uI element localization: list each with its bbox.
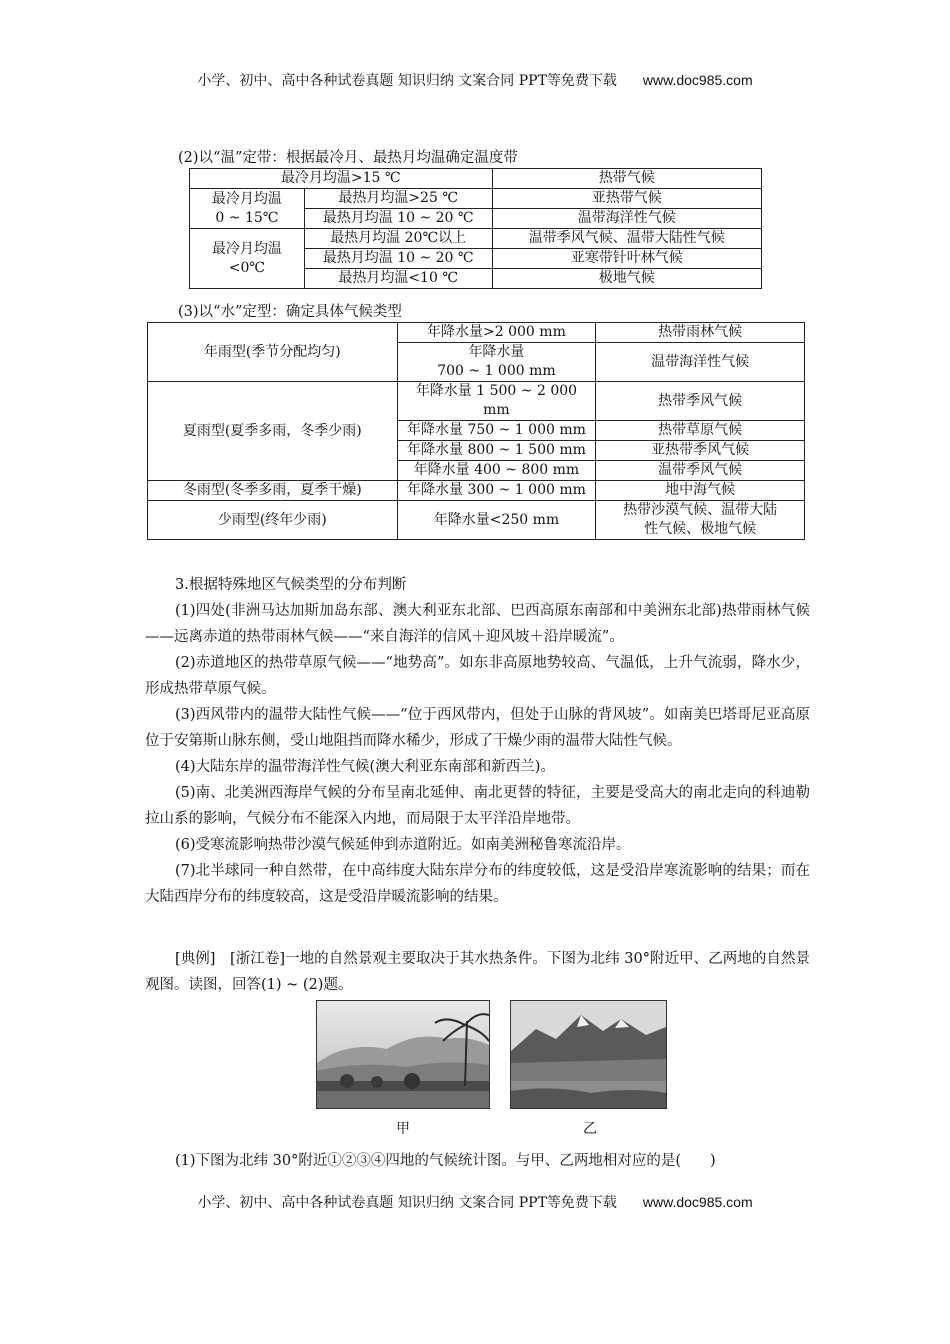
photo-label-b: 乙 <box>583 1121 597 1137</box>
table-cell: 温带海洋性气候 <box>596 343 805 382</box>
cell-line: 热带沙漠气候、温带大陆 <box>623 502 778 518</box>
section3-caption: (3)以“水”定型：确定具体气候类型 <box>178 304 402 320</box>
table-cell: 地中海气候 <box>596 481 805 501</box>
example-paragraph: [典例] [浙江卷]一地的自然景观主要取决于其水热条件。下图为北纬 30°附近甲、乙两地的自然景观图。读图，回答(1) ~ (2)题。 <box>145 951 810 993</box>
table-row <box>190 189 762 209</box>
page-header <box>0 70 950 90</box>
table-cell: 最热月均温 10 ~ 20 ℃ <box>304 249 492 269</box>
cell-line: 年降水量 <box>468 344 525 360</box>
table-cell: 夏雨型(夏季多雨，冬季少雨) <box>148 382 398 481</box>
table-row <box>190 169 762 189</box>
table-row <box>148 481 805 501</box>
table-cell: 热带草原气候 <box>596 421 805 441</box>
header-site: www.doc985.com <box>642 72 753 88</box>
group-label: 0 ~ 15℃ <box>215 209 279 226</box>
table-cell: 少雨型(终年少雨) <box>148 501 398 540</box>
table-cell: 极地气候 <box>492 269 762 289</box>
table-row <box>148 323 805 343</box>
group-label: 最冷月均温 <box>211 190 282 207</box>
table-cell <box>596 501 805 540</box>
table-cell: 年降水量 300 ~ 1 000 mm <box>397 481 596 501</box>
table-cell: 温带季风气候、温带大陆性气候 <box>492 229 762 249</box>
paragraph: (6)受寒流影响热带沙漠气候延伸到赤道附近。如南美洲秘鲁寒流沿岸。 <box>175 837 631 853</box>
table-row <box>148 501 805 540</box>
table-cell: 亚热带季风气候 <box>596 441 805 461</box>
table-cell: 年降水量 400 ~ 800 mm <box>397 461 596 481</box>
section2-caption: (2)以“温”定带：根据最冷月、最热月均温确定温度带 <box>178 150 518 166</box>
paragraph: (5)南、北美洲西海岸气候的分布呈南北延伸、南北更替的特征，主要是受高大的南北走向的科迪勒拉山系的影响，气候分布不能深入内地，而局限于太平洋沿岸地带。 <box>145 785 810 827</box>
precipitation-type-table <box>147 322 805 540</box>
cell-line: 性气候、极地气候 <box>644 521 757 537</box>
table-cell: 最热月均温>25 ℃ <box>304 189 492 209</box>
table-cell: 年雨型(季节分配均匀) <box>148 323 398 382</box>
table-cell: 亚寒带针叶林气候 <box>492 249 762 269</box>
desert-landscape-photo <box>316 1000 490 1109</box>
table-cell: 温带季风气候 <box>596 461 805 481</box>
table-cell: 热带气候 <box>492 169 762 189</box>
header-text: 小学、初中、高中各种试卷真题 知识归纳 文案合同 PPT等免费下载 <box>197 73 617 89</box>
question-section <box>145 1148 810 1174</box>
cell-line: 年降水量 1 500 ~ 2 000 <box>415 383 578 399</box>
climate-distribution-section <box>145 572 810 910</box>
section-heading: 3.根据特殊地区气候类型的分布判断 <box>175 577 407 593</box>
group-label: <0℃ <box>228 259 266 276</box>
paragraph: (3)西风带内的温带大陆性气候——“位于西风带内，但处于山脉的背风坡”。如南美巴塔哥尼亚高原位于安第斯山脉东侧，受山地阻挡而降水稀少，形成了干燥少雨的温带大陆性气候。 <box>145 707 810 749</box>
table-cell: 年降水量<250 mm <box>397 501 596 540</box>
mountain-landscape-photo <box>510 1000 667 1109</box>
table-cell: 热带雨林气候 <box>596 323 805 343</box>
table-cell-group-a <box>190 189 305 229</box>
table-cell: 最热月均温 10 ~ 20 ℃ <box>304 209 492 229</box>
table-cell: 最热月均温<10 ℃ <box>304 269 492 289</box>
table-cell: 最热月均温 20℃以上 <box>304 229 492 249</box>
paragraph: (4)大陆东岸的温带海洋性气候(澳大利亚东南部和新西兰)。 <box>175 759 555 775</box>
example-section <box>145 946 810 998</box>
table-cell: 温带海洋性气候 <box>492 209 762 229</box>
footer-text: 小学、初中、高中各种试卷真题 知识归纳 文案合同 PPT等免费下载 <box>197 1195 617 1211</box>
paragraph: (1)四处(非洲马达加斯加岛东部、澳大利亚东北部、巴西高原东南部和中美洲东北部)热带雨林气候——远离赤道的热带雨林气候——“来自海洋的信风＋迎风坡＋沿岸暖流”。 <box>145 603 810 645</box>
table-row <box>148 382 805 421</box>
photo-label-a: 甲 <box>396 1121 410 1137</box>
table-cell: 亚热带气候 <box>492 189 762 209</box>
paragraph: (2)赤道地区的热带草原气候——“地势高”。如东非高原地势较高、气温低，上升气流弱，降水少，形成热带草原气候。 <box>145 655 810 697</box>
table-cell: 年降水量 800 ~ 1 500 mm <box>397 441 596 461</box>
table-cell: 冬雨型(冬季多雨，夏季干燥) <box>148 481 398 501</box>
group-label: 最冷月均温 <box>211 240 282 257</box>
table-cell-group-b <box>190 229 305 289</box>
table-cell: 年降水量>2 000 mm <box>397 323 596 343</box>
table-cell <box>397 343 596 382</box>
temperature-zone-table <box>189 168 762 289</box>
table-cell: 最冷月均温>15 ℃ <box>190 169 493 189</box>
cell-line: 700 ~ 1 000 mm <box>437 363 556 379</box>
question-text: (1)下图为北纬 30°附近①②③④四地的气候统计图。与甲、乙两地相对应的是( ) <box>175 1153 716 1169</box>
table-row <box>190 229 762 249</box>
page-footer <box>0 1192 950 1212</box>
cell-line: mm <box>483 402 510 418</box>
table-cell <box>397 382 596 421</box>
paragraph: (7)北半球同一种自然带，在中高纬度大陆东岸分布的纬度较低，这是受沿岸寒流影响的结果；而在大陆西岸分布的纬度较高，这是受沿岸暖流影响的结果。 <box>145 863 810 905</box>
table-cell: 年降水量 750 ~ 1 000 mm <box>397 421 596 441</box>
footer-site: www.doc985.com <box>642 1194 753 1210</box>
table-cell: 热带季风气候 <box>596 382 805 421</box>
